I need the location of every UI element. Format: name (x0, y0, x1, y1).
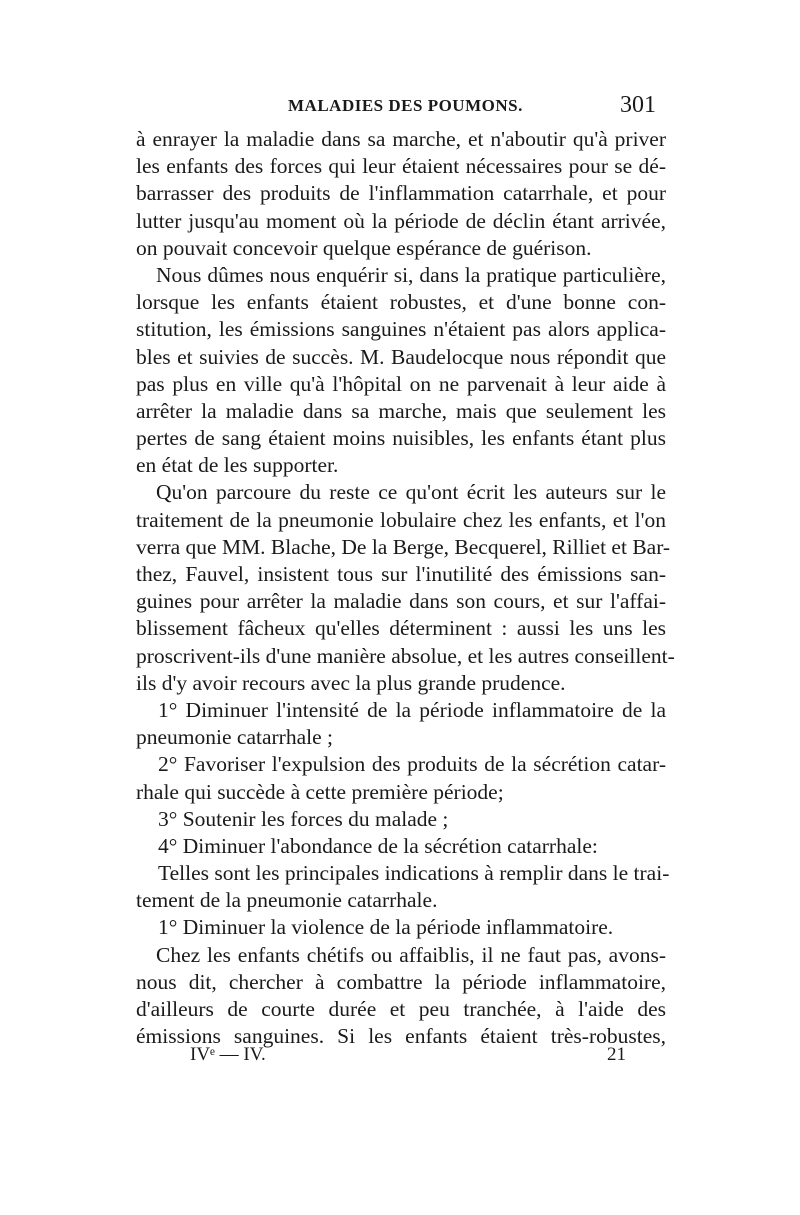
text-line: blissement fâcheux qu'elles déterminent : aussi les uns les (136, 616, 666, 641)
text-line: rhale qui succède à cette première période; (136, 779, 504, 804)
text-line: émissions sanguines. Si les enfants étaient très-robustes, (136, 1024, 666, 1049)
text-line: Qu'on parcoure du reste ce qu'ont écrit les auteurs sur le (156, 480, 666, 505)
text-line: Nous dûmes nous enquérir si, dans la pratique particulière, (156, 262, 666, 287)
text-line: 1° Diminuer l'intensité de la période inflammatoire de la (158, 697, 666, 722)
text-line: proscrivent-ils d'une manière absolue, et les autres conseillent- (136, 643, 675, 668)
text-line: Telles sont les principales indications à remplir dans le trai- (158, 861, 670, 886)
text-line: 4° Diminuer l'abondance de la sécrétion catarrhale: (158, 833, 598, 858)
text-line: en état de les supporter. (136, 453, 339, 478)
text-line: 3° Soutenir les forces du malade ; (158, 806, 449, 831)
sheet-number: 21 (607, 1044, 626, 1065)
text-line: Chez les enfants chétifs ou affaiblis, il ne faut pas, avons- (156, 942, 666, 967)
text-line: nous dit, chercher à combattre la période inflammatoire, (136, 969, 666, 994)
text-line: on pouvait concevoir quelque espérance de guérison. (136, 235, 592, 260)
body-text (136, 126, 675, 1050)
text-line: guines pour arrêter la maladie dans son cours, et sur l'affai- (136, 589, 666, 614)
signature-mark: IVᵉ — IV. (190, 1044, 266, 1065)
text-line: lorsque les enfants étaient robustes, et d'une bonne con- (136, 290, 666, 315)
text-line: ils d'y avoir recours avec la plus grande prudence. (136, 670, 566, 695)
text-line: à enrayer la maladie dans sa marche, et n'aboutir qu'à priver (136, 127, 666, 151)
text-line: bles et suivies de succès. M. Baudelocque nous répondit que (136, 344, 666, 369)
text-line: stitution, les émissions sanguines n'étaient pas alors applica- (136, 317, 666, 342)
running-title: MALADIES DES POUMONS. (288, 96, 523, 115)
text-line: tement de la pneumonie catarrhale. (136, 888, 438, 913)
text-line: traitement de la pneumonie lobulaire chez les enfants, et l'on (136, 507, 666, 532)
running-head (136, 92, 656, 126)
text-line: 2° Favoriser l'expulsion des produits de la sécrétion catar- (158, 752, 666, 777)
text-line: barrasser des produits de l'inflammation catarrhale, et pour (136, 181, 666, 206)
text-line: lutter jusqu'au moment où la période de déclin étant arrivée, (136, 208, 666, 233)
text-line: pertes de sang étaient moins nuisibles, les enfants étant plus (136, 426, 666, 451)
text-line: pas plus en ville qu'à l'hôpital on ne parvenait à leur aide à (136, 371, 666, 396)
section-heading: 1° Diminuer la violence de la période inflammatoire. (158, 915, 614, 940)
text-line: thez, Fauvel, insistent tous sur l'inutilité des émissions san- (136, 562, 666, 586)
page-footer (190, 1044, 626, 1070)
text-line: arrêter la maladie dans sa marche, mais que seulement les (136, 398, 666, 423)
text-line: les enfants des forces qui leur étaient nécessaires pour se dé- (136, 154, 666, 179)
text-line: pneumonie catarrhale ; (136, 725, 333, 750)
text-line: verra que MM. Blache, De la Berge, Becquerel, Rilliet et Bar- (136, 534, 671, 559)
page-number: 301 (620, 92, 656, 118)
text-line: d'ailleurs de courte durée et peu tranchée, à l'aide des (136, 997, 666, 1021)
